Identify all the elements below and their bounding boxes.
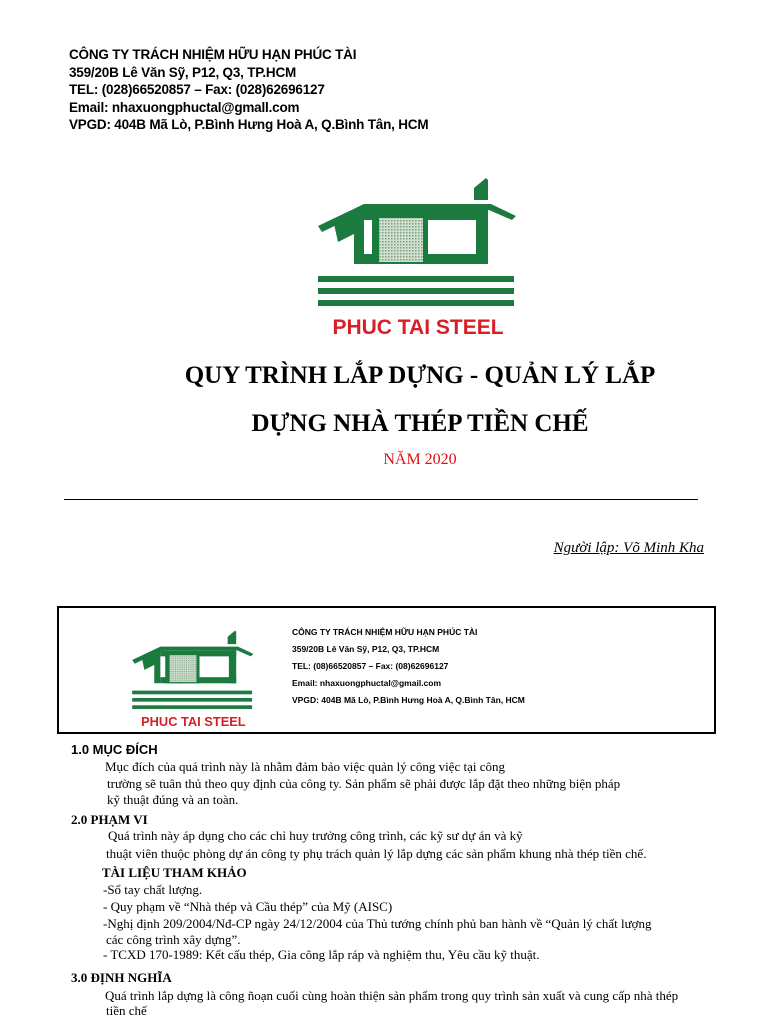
reference-item: -Nghị định 209/2004/Nđ-CP ngày 24/12/2004 của Thủ tướng chính phủ ban hành về “Quản lý chất lượng — [103, 916, 652, 931]
section-3-heading: 3.0 ĐỊNH NGHĨA — [71, 970, 172, 985]
box-email: Email: nhaxuongphuctal@gmail.com — [292, 678, 442, 688]
phuc-tai-steel-logo-small — [131, 627, 257, 731]
section-3-text: tiền chế — [106, 1003, 147, 1018]
company-office: VPGD: 404B Mã Lò, P.Bình Hưng Hoà A, Q.Bình Tân, HCM — [69, 117, 429, 132]
section-1-text: trường sẽ tuân thủ theo quy định của công ty. Sản phẩm sẽ phải được lắp đặt theo những biện pháp — [107, 776, 621, 791]
box-address: 359/20B Lê Văn Sỹ, P12, Q3, TP.HCM — [292, 644, 440, 654]
section-3-text: Quá trình lắp dựng là công ñoạn cuối cùng hoàn thiện sản phẩm trong quy trình sản xuất và cung cấp nhà thép — [105, 988, 679, 1003]
company-address: 359/20B Lê Văn Sỹ, P12, Q3, TP.HCM — [69, 64, 297, 80]
section-2-text: thuật viên thuộc phòng dự án công ty phụ trách quản lý lắp dựng các sản phẩm khung nhà thép tiền chế. — [106, 846, 647, 861]
logo-text-small: PHUC TAI STEEL — [141, 714, 246, 730]
company-email: Email: nhaxuongphuctal@gmall.com — [69, 99, 300, 115]
box-company-name: CÔNG TY TRÁCH NHIỆM HỮU HẠN PHÚC TÀI — [292, 627, 478, 637]
section-1-text: Mục đích của quá trình này là nhằm đảm bảo việc quản lý công việc tại công — [105, 759, 505, 774]
box-tel-fax: TEL: (08)66520857 – Fax: (08)62696127 — [292, 661, 449, 671]
section-2-heading: 2.0 PHẠM VI — [71, 812, 148, 827]
reference-item: - Quy phạm về “Nhà thép và Cầu thép” của Mỹ (AISC) — [103, 899, 393, 914]
reference-item: -Sổ tay chất lượng. — [103, 882, 203, 897]
phuc-tai-steel-logo — [316, 172, 522, 342]
reference-item: các công trình xây dựng”. — [106, 932, 241, 947]
document-year: NĂM 2020 — [383, 451, 457, 468]
company-info-box — [57, 606, 716, 734]
company-tel-fax: TEL: (028)66520857 – Fax: (028)62696127 — [69, 82, 325, 97]
section-1-heading: 1.0 MỤC ĐÍCH — [71, 742, 158, 757]
document-title-line1: QUY TRÌNH LẮP DỰNG - QUẢN LÝ LẮP — [184, 362, 656, 389]
document-title-line2: DỰNG NHÀ THÉP TIỀN CHẾ — [251, 410, 589, 437]
box-office: VPGD: 404B Mã Lò, P.Bình Hưng Hoà A, Q.Bình Tân, HCM — [292, 695, 525, 705]
company-name: CÔNG TY TRÁCH NHIỆM HỮU HẠN PHÚC TÀI — [69, 47, 357, 62]
logo-text: PHUC TAI STEEL — [332, 316, 504, 339]
house-icon — [318, 178, 516, 306]
company-header — [69, 46, 428, 134]
reference-item: - TCXD 170-1989: Kết cấu thép, Gia công lắp ráp và nghiệm thu, Yêu cầu kỹ thuật. — [103, 947, 540, 962]
house-icon — [132, 631, 253, 709]
box-company-info — [292, 624, 525, 709]
author-line: Người lập: Võ Minh Kha — [553, 540, 704, 556]
references-heading: TÀI LIỆU THAM KHẢO — [102, 865, 247, 880]
section-2-text: Quá trình này áp dụng cho các chỉ huy trưởng công trình, các kỹ sư dự án và kỹ — [108, 828, 523, 843]
title-divider — [64, 499, 698, 500]
section-1-text: kỹ thuật đúng và an toàn. — [107, 792, 239, 807]
